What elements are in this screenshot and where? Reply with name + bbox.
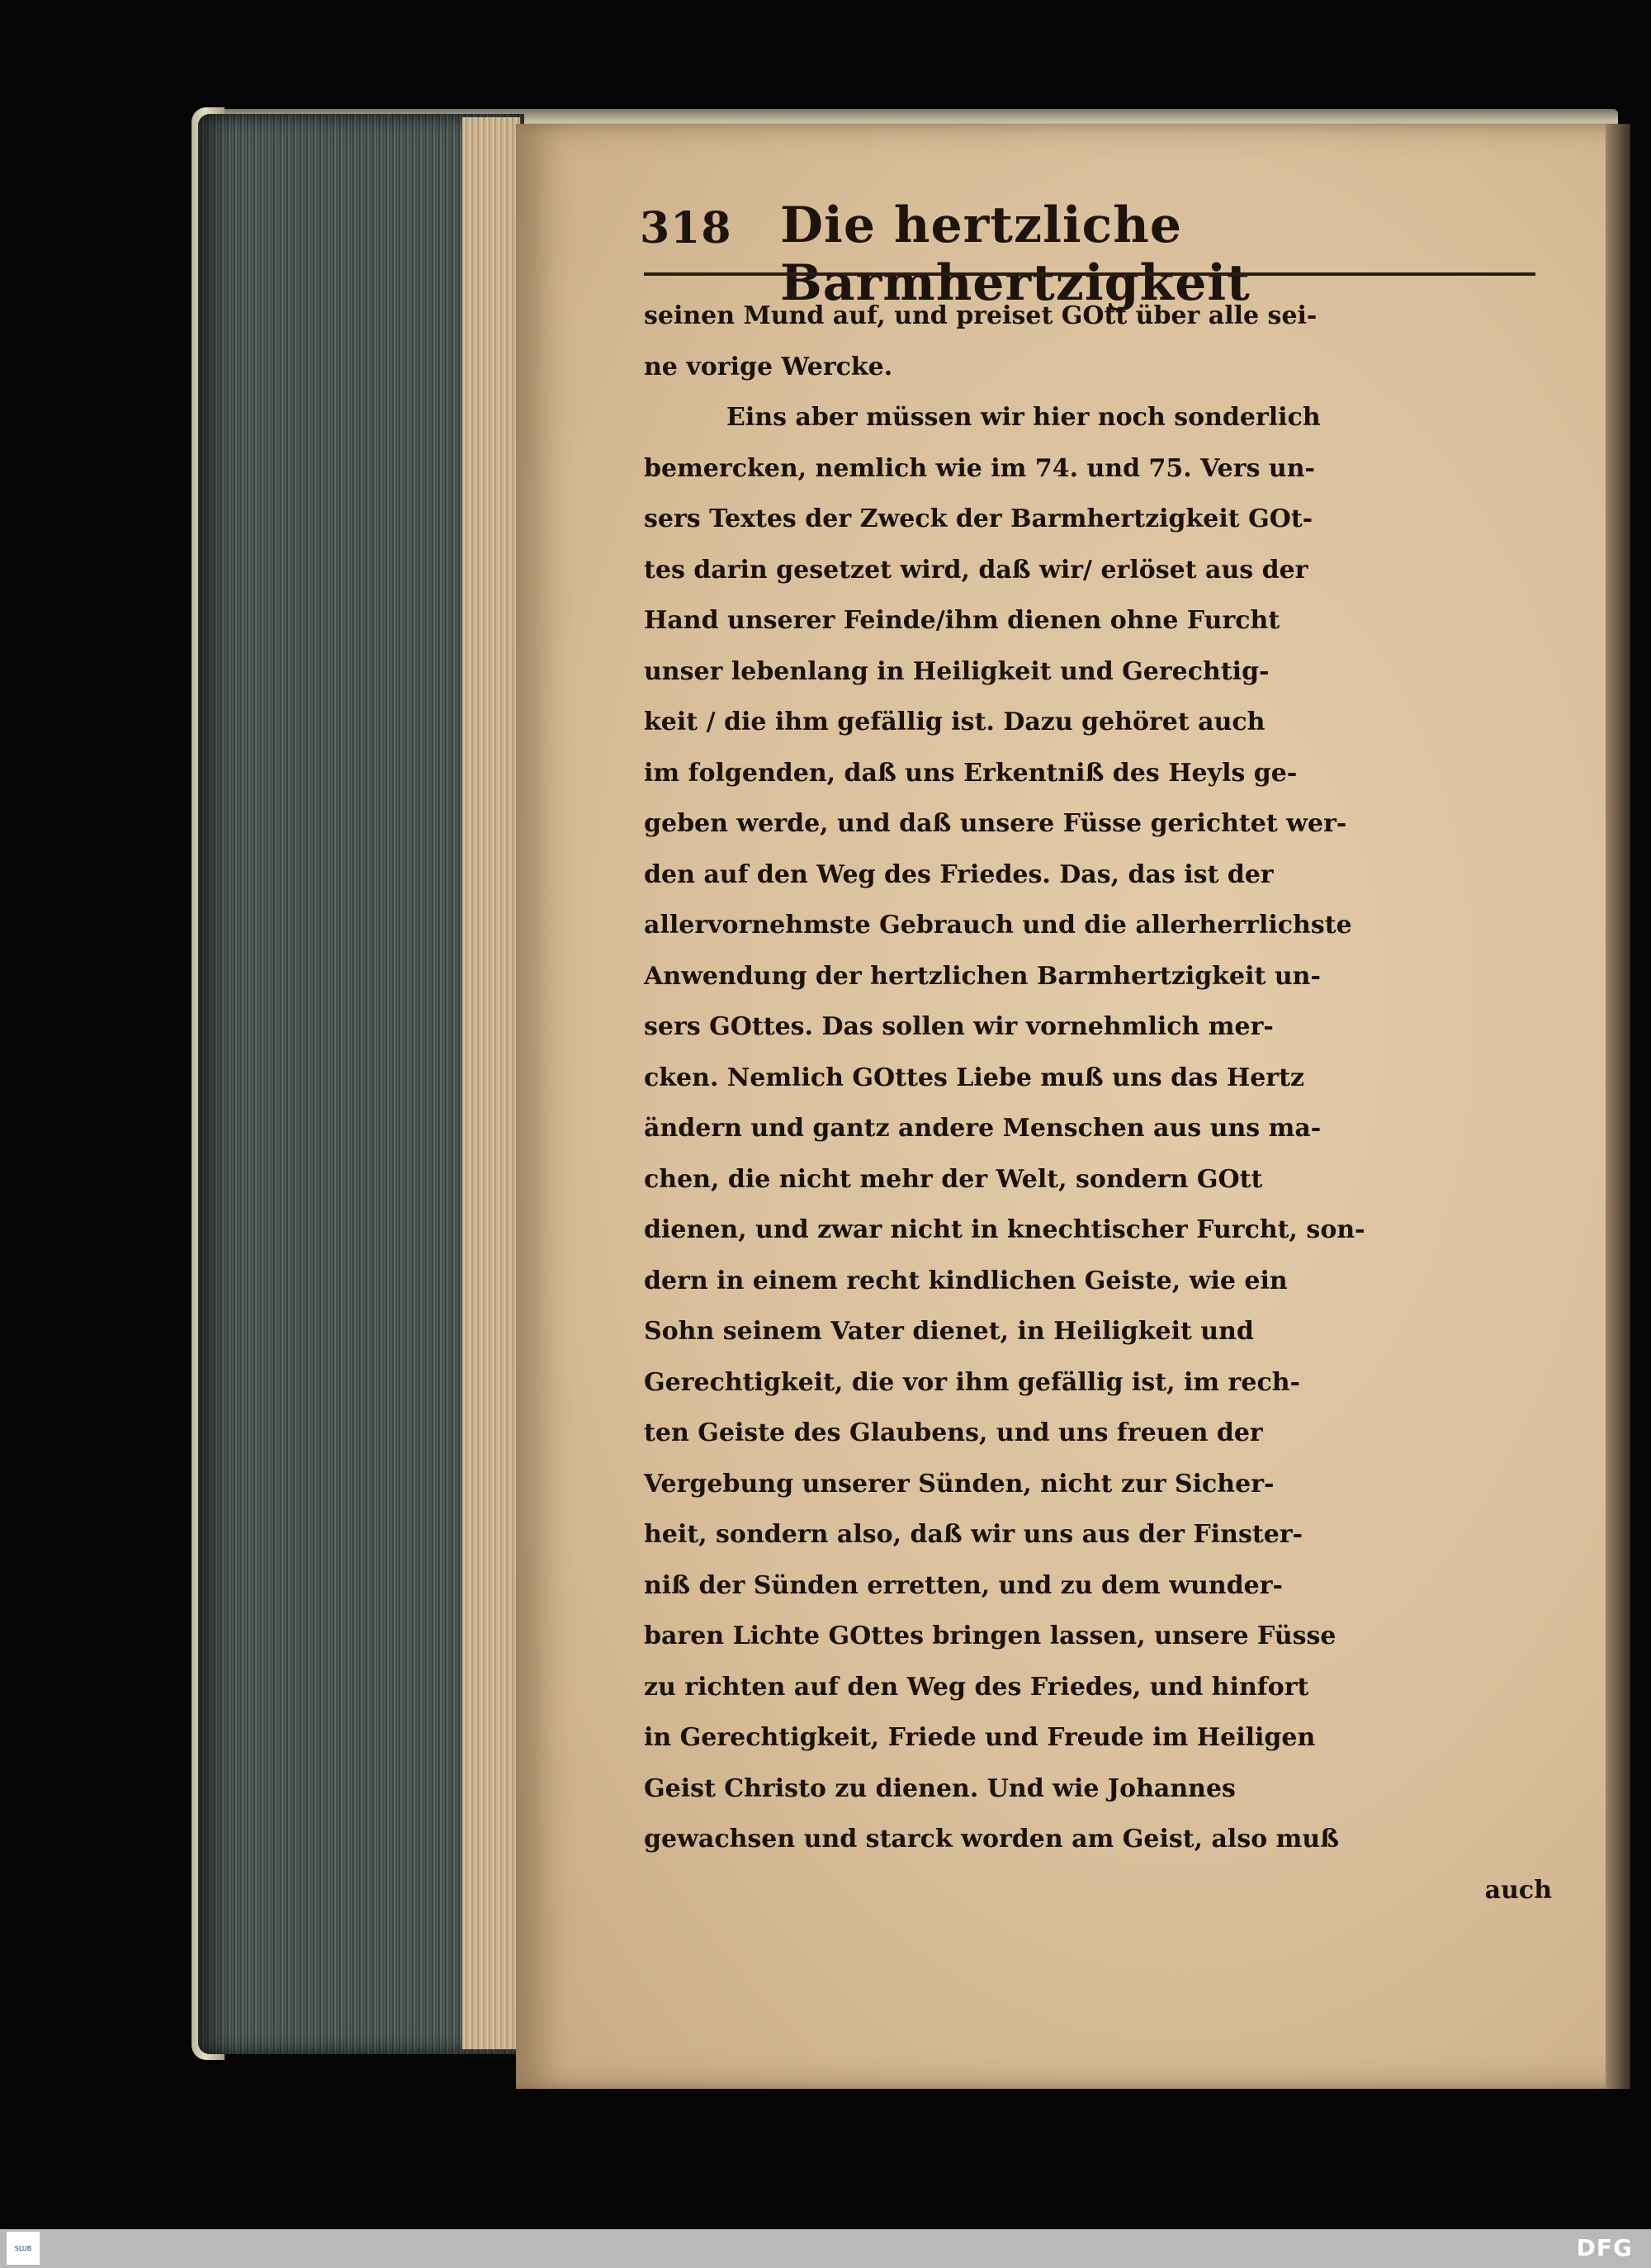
text-line: ne vorige Wercke.: [644, 352, 893, 381]
dfg-credit: DFG: [1576, 2234, 1633, 2261]
text-line: Geist Christo zu dienen. Und wie Johannes: [644, 1773, 1236, 1803]
text-line: heit, sondern also, daß wir uns aus der Finster-: [644, 1520, 1303, 1549]
text-line: gewachsen und starck worden am Geist, also muß: [644, 1825, 1340, 1854]
page-gutter-shadow: [1606, 124, 1630, 2089]
text-line: baren Lichte GOttes bringen lassen, unsere Füsse: [644, 1622, 1336, 1650]
text-line: sers GOttes. Das sollen wir vornehmlich mer-: [644, 1012, 1274, 1041]
page-number: 318: [640, 203, 732, 253]
text-line: Vergebung unserer Sünden, nicht zur Sicher-: [644, 1469, 1275, 1499]
text-line: niß der Sünden erretten, und zu dem wunder-: [644, 1570, 1284, 1600]
text-line: cken. Nemlich GOttes Liebe muß uns das Hertz: [644, 1063, 1305, 1092]
text-line: dienen, und zwar nicht in knechtischer Furcht, son-: [644, 1215, 1365, 1244]
text-line: seinen Mund auf, und preiset GOtt über alle sei-: [644, 301, 1317, 330]
header-rule: [644, 272, 1535, 276]
page-stack: [462, 117, 520, 2049]
text-line: tes darin gesetzet wird, daß wir/ erlöset aus der: [644, 555, 1308, 585]
viewer-footer-bar: [0, 2229, 1651, 2268]
text-line: dern in einem recht kindlichen Geiste, wie ein: [644, 1266, 1288, 1295]
text-line: ten Geiste des Glaubens, und uns freuen der: [644, 1418, 1263, 1447]
text-line: unser lebenlang in Heiligkeit und Gerechtig-: [644, 656, 1270, 686]
text-line: im folgenden, daß uns Erkentniß des Heyls ge-: [644, 758, 1298, 788]
running-title: Die hertzliche Barmhertzigkeit: [780, 196, 1251, 312]
text-line: den auf den Weg des Friedes. Das, das ist der: [644, 859, 1274, 889]
library-logo[interactable]: [7, 2232, 40, 2265]
text-line: ändern und gantz andere Menschen aus uns ma-: [644, 1114, 1322, 1143]
text-line: sers Textes der Zweck der Barmhertzigkeit GOt-: [644, 504, 1313, 533]
library-logo-text: SLUB: [14, 2244, 32, 2252]
text-line: zu richten auf den Weg des Friedes, und hinfort: [644, 1672, 1309, 1702]
text-line: chen, die nicht mehr der Welt, sondern GOtt: [644, 1164, 1263, 1194]
running-head: [640, 196, 1556, 312]
body-text: [644, 291, 1568, 1915]
text-line: bemercken, nemlich wie im 74. und 75. Vers un-: [644, 453, 1315, 483]
text-line: Hand unserer Feinde/ihm dienen ohne Furcht: [644, 606, 1280, 635]
text-line: allervornehmste Gebrauch und die allerherrlichste: [644, 911, 1352, 940]
text-line: geben werde, und daß unsere Füsse gerichtet wer-: [644, 809, 1347, 838]
text-line: Gerechtigkeit, die vor ihm gefällig ist, im rech-: [644, 1367, 1300, 1397]
text-line: Anwendung der hertzlichen Barmhertzigkeit un-: [644, 961, 1321, 991]
text-line: keit / die ihm gefällig ist. Dazu gehöret auch: [644, 708, 1265, 736]
text-line: Eins aber müssen wir hier noch sonderlich: [726, 403, 1321, 432]
text-line: auch: [1484, 1875, 1552, 1905]
text-line: Sohn seinem Vater dienet, in Heiligkeit und: [644, 1317, 1254, 1346]
text-line: in Gerechtigkeit, Friede und Freude im Heiligen: [644, 1723, 1316, 1752]
